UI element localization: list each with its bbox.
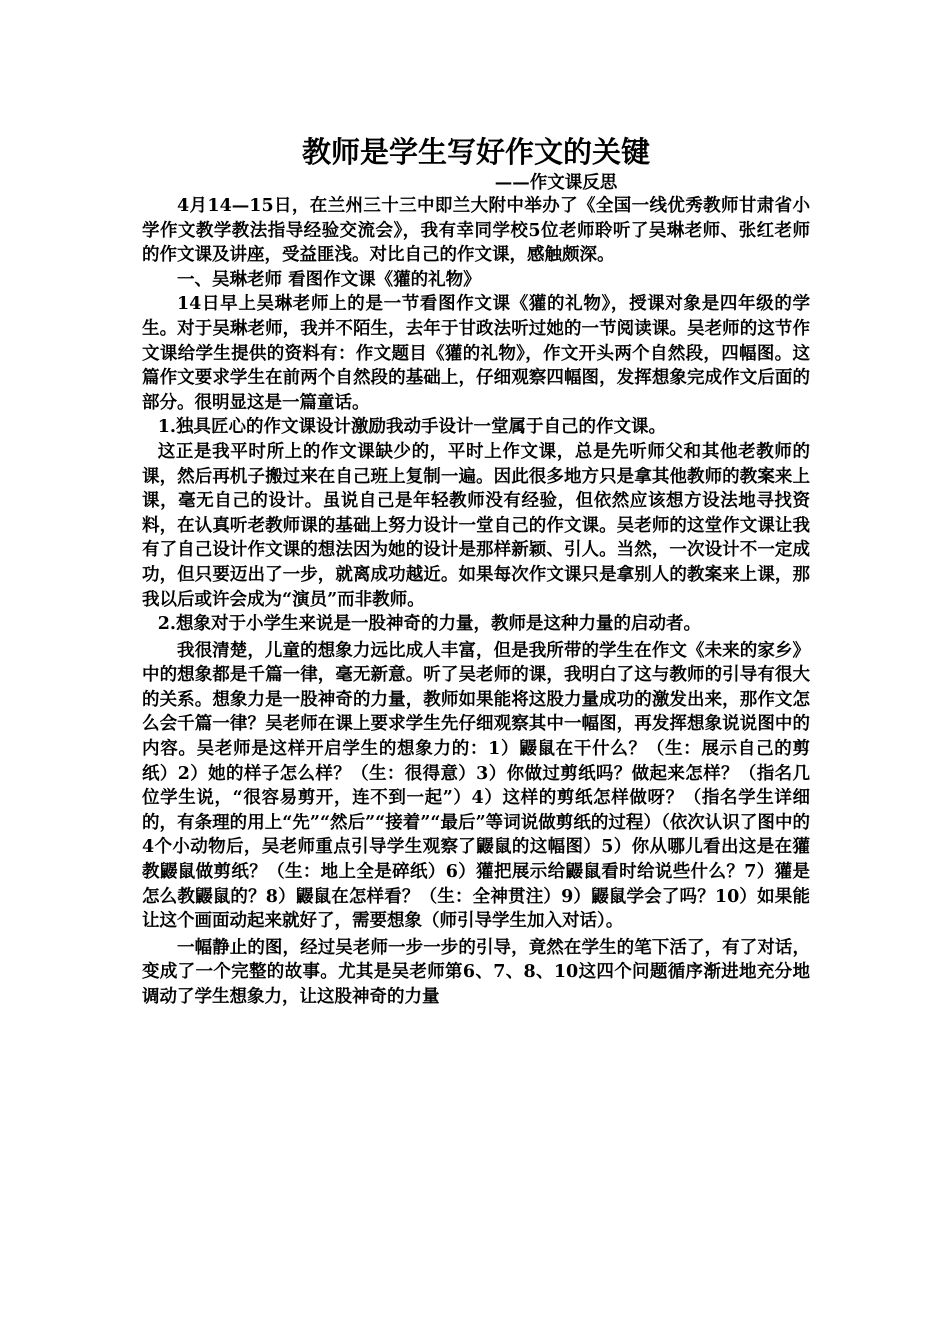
section-heading-1: 一、吴琳老师 看图作文课《獾的礼物》 bbox=[177, 269, 481, 290]
document-subtitle: ——作文课反思 bbox=[494, 173, 618, 193]
paragraph-lesson-intro: 14日早上吴琳老师上的是一节看图作文课《獾的礼物》，授课对象是四年级的学生。对于吴琳老师，我并不陌生，去年于甘政法听过她的一节阅读课。吴老师的这节作文课给学生提供的资料有：作文题目《獾的礼物》，作文开头两个自然段，四幅图。这篇作文要求学生在前两个自然段的基础上，仔细观察四幅图，发挥想象完成作文后面的部分。很明显这是一篇童话。 bbox=[142, 294, 810, 413]
paragraph-intro: 4月14—15日，在兰州三十三中即兰大附中举办了《全国一线优秀教师甘肃省小学作文教学教法指导经验交流会》，我有幸同学校5位老师聆听了吴琳老师、张红老师的作文课及讲座，受益匪浅。对比自己的作文课，感触颇深。 bbox=[142, 196, 810, 266]
document-page bbox=[142, 130, 810, 1010]
document-title: 教师是学生写好作文的关键 bbox=[301, 135, 650, 169]
paragraph-conclusion: 一幅静止的图，经过吴老师一步一步的引导，竟然在学生的笔下活了，有了对话，变成了一个完整的故事。尤其是吴老师第6、7、8、10这四个问题循序渐进地充分地调动了学生想象力，让这股神奇的力量 bbox=[142, 937, 810, 1007]
paragraph-point-2: 我很清楚，儿童的想象力远比成人丰富，但是我所带的学生在作文《未来的家乡》中的想象都是千篇一律，毫无新意。听了吴老师的课，我明白了这与教师的引导有很大的关系。想象力是一股神奇的力量，教师如果能将这股力量成功的激发出来，那作文怎么会千篇一律？吴老师在课上要求学生先仔细观察其中一幅图，再发挥想象说说图中的内容。吴老师是这样开启学生的想象力的：1）鼹鼠在干什么？（生：展示自己的剪纸）2）她的样子怎么样？（生：很得意）3）你做过剪纸吗？做起来怎样？（指名几位学生说，“很容易剪开，连不到一起”）4）这样的剪纸怎样做呀？（指名学生详细的，有条理的用上“先”“然后”“接着”“最后”等词说做剪纸的过程）（依次认识了图中的4个小动物后，吴老师重点引导学生观察了鼹鼠的这幅图）5）你从哪儿看出这是在獾教鼹鼠做剪纸？（生：地上全是碎纸）6）獾把展示给鼹鼠看时给说些什么？7）獾是怎么教鼹鼠的？8）鼹鼠在怎样看？（生：全神贯注）9）鼹鼠学会了吗？10）如果能让这个画面动起来就好了，需要想象（师引导学生加入对话）。 bbox=[142, 640, 810, 932]
paragraph-point-1: 这正是我平时所上的作文课缺少的，平时上作文课，总是先听师父和其他老教师的课，然后再机子搬过来在自己班上复制一遍。因此很多地方只是拿其他教师的教案来上课，毫无自己的设计。虽说自己是年轻教师没有经验，但依然应该想方设法地寻找资料，在认真听老教师课的基础上努力设计一堂自己的作文课。吴老师的这堂作文课让我有了自己设计作文课的想法因为她的设计是那样新颖、引人。当然，一次设计不一定成功，但只要迈出了一步，就离成功越近。如果每次作文课只是拿别人的教案来上课，那我以后或许会成为“演员”而非教师。 bbox=[142, 441, 810, 610]
point-heading-2: 2.想象对于小学生来说是一股神奇的力量，教师是这种力量的启动者。 bbox=[157, 614, 702, 635]
point-heading-1: 1.独具匠心的作文课设计激励我动手设计一堂属于自己的作文课。 bbox=[157, 417, 667, 438]
